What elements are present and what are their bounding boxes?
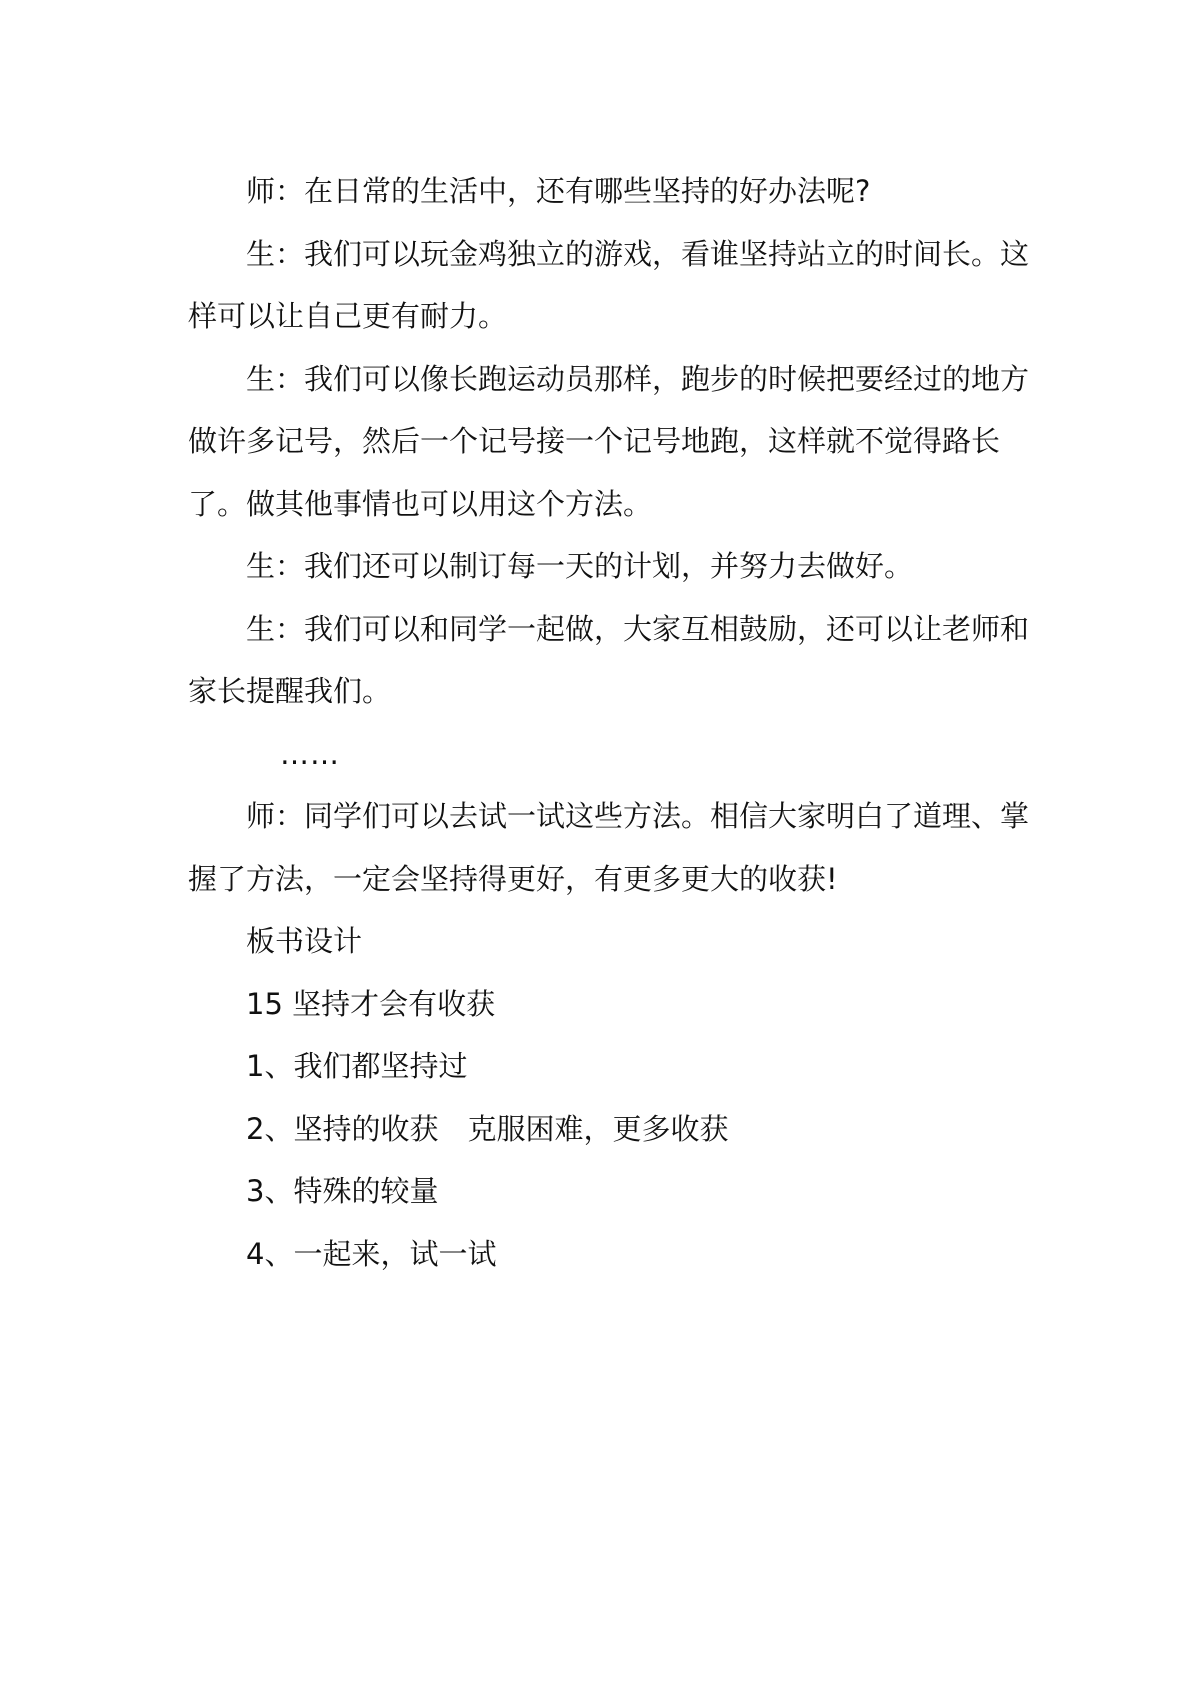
board-design-heading: 板书设计 xyxy=(246,924,363,958)
dialogue-paragraph-student-2: 生：我们可以像长跑运动员那样，跑步的时候把要经过的地方做许多记号，然后一个记号接一个记号地跑，这样就不觉得路长了。做其他事情也可以用这个方法。 xyxy=(188,361,1030,521)
dialogue-paragraph-student-4: 生：我们可以和同学一起做，大家互相鼓励，还可以让老师和家长提醒我们。 xyxy=(188,611,1030,708)
board-design-item-3: 3、特殊的较量 xyxy=(246,1174,439,1208)
board-design-item-1: 1、我们都坚持过 xyxy=(246,1049,468,1083)
board-design-item-4: 4、一起来，试一试 xyxy=(246,1236,497,1271)
dialogue-paragraph-teacher-closing: 师：同学们可以去试一试这些方法。相信大家明白了道理、掌握了方法，一定会坚持得更好，有更多更大的收获! xyxy=(188,799,1030,896)
ellipsis-line: …… xyxy=(280,736,340,771)
board-design-title: 15 坚持才会有收获 xyxy=(246,986,496,1021)
dialogue-paragraph-student-1: 生：我们可以玩金鸡独立的游戏，看谁坚持站立的时间长。这样可以让自己更有耐力。 xyxy=(188,236,1030,333)
board-design-item-2: 2、坚持的收获 克服困难，更多收获 xyxy=(246,1111,729,1146)
dialogue-paragraph-student-3: 生：我们还可以制订每一天的计划，并努力去做好。 xyxy=(246,549,914,583)
document-body xyxy=(188,160,1038,1285)
dialogue-paragraph-teacher-question: 师：在日常的生活中，还有哪些坚持的好办法呢? xyxy=(246,174,871,208)
